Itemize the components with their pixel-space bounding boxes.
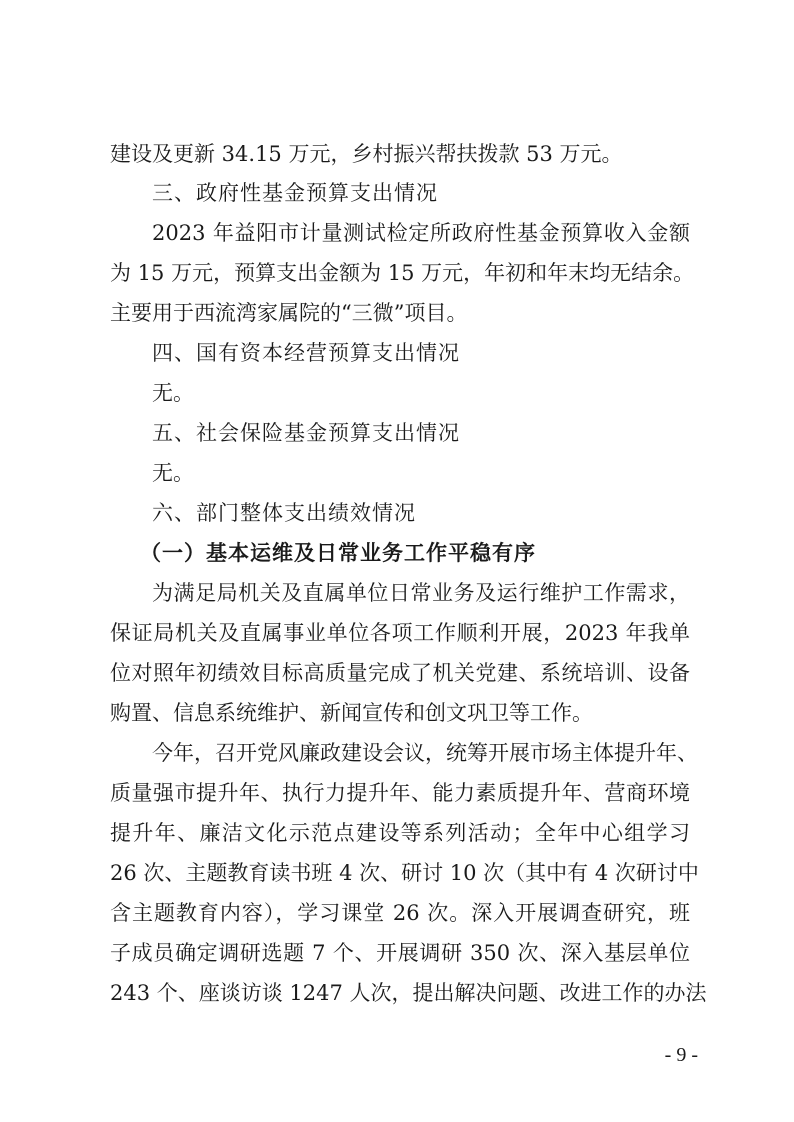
paragraph-line: 子成员确定调研选题 7 个、开展调研 350 次、深入基层单位: [110, 941, 690, 965]
paragraph-line: 243 个、座谈访谈 1247 人次，提出解决问题、改进工作的办法: [110, 981, 707, 1005]
section-heading-performance: 六、部门整体支出绩效情况: [152, 501, 416, 525]
paragraph-line: 无。: [152, 461, 194, 485]
paragraph-line: 保证局机关及直属事业单位各项工作顺利开展，2023 年我单: [110, 621, 690, 645]
paragraph-line: 购置、信息系统维护、新闻宣传和创文巩卫等工作。: [110, 701, 593, 725]
paragraph-line: 26 次、主题教育读书班 4 次、研讨 10 次（其中有 4 次研讨中: [110, 861, 699, 885]
paragraph-continuation-line: 建设及更新 34.15 万元，乡村振兴帮扶拨款 53 万元。: [110, 142, 623, 166]
page-number: - 9 -: [664, 1044, 698, 1066]
paragraph-line: 今年，召开党风廉政建设会议，统筹开展市场主体提升年、: [152, 741, 698, 765]
paragraph-line: 为满足局机关及直属单位日常业务及运行维护工作需求，: [152, 581, 690, 605]
subsection-heading-operations: （一）基本运维及日常业务工作平稳有序: [140, 541, 536, 565]
section-heading-state-capital: 四、国有资本经营预算支出情况: [152, 341, 460, 365]
paragraph-line: 2023 年益阳市计量测试检定所政府性基金预算收入金额: [152, 221, 690, 245]
section-heading-government-fund: 三、政府性基金预算支出情况: [152, 181, 438, 205]
paragraph-line: 质量强市提升年、执行力提升年、能力素质提升年、营商环境: [110, 781, 690, 805]
paragraph-line: 主要用于西流湾家属院的“三微”项目。: [110, 301, 468, 325]
paragraph-line: 为 15 万元，预算支出金额为 15 万元，年初和年末均无结余。: [110, 261, 695, 285]
paragraph-line: 无。: [152, 381, 194, 405]
paragraph-line: 含主题教育内容），学习课堂 26 次。深入开展调查研究，班: [110, 901, 690, 925]
paragraph-line: 位对照年初绩效目标高质量完成了机关党建、系统培训、设备: [110, 661, 690, 685]
section-heading-social-insurance: 五、社会保险基金预算支出情况: [152, 421, 460, 445]
paragraph-line: 提升年、廉洁文化示范点建设等系列活动；全年中心组学习: [110, 821, 690, 845]
